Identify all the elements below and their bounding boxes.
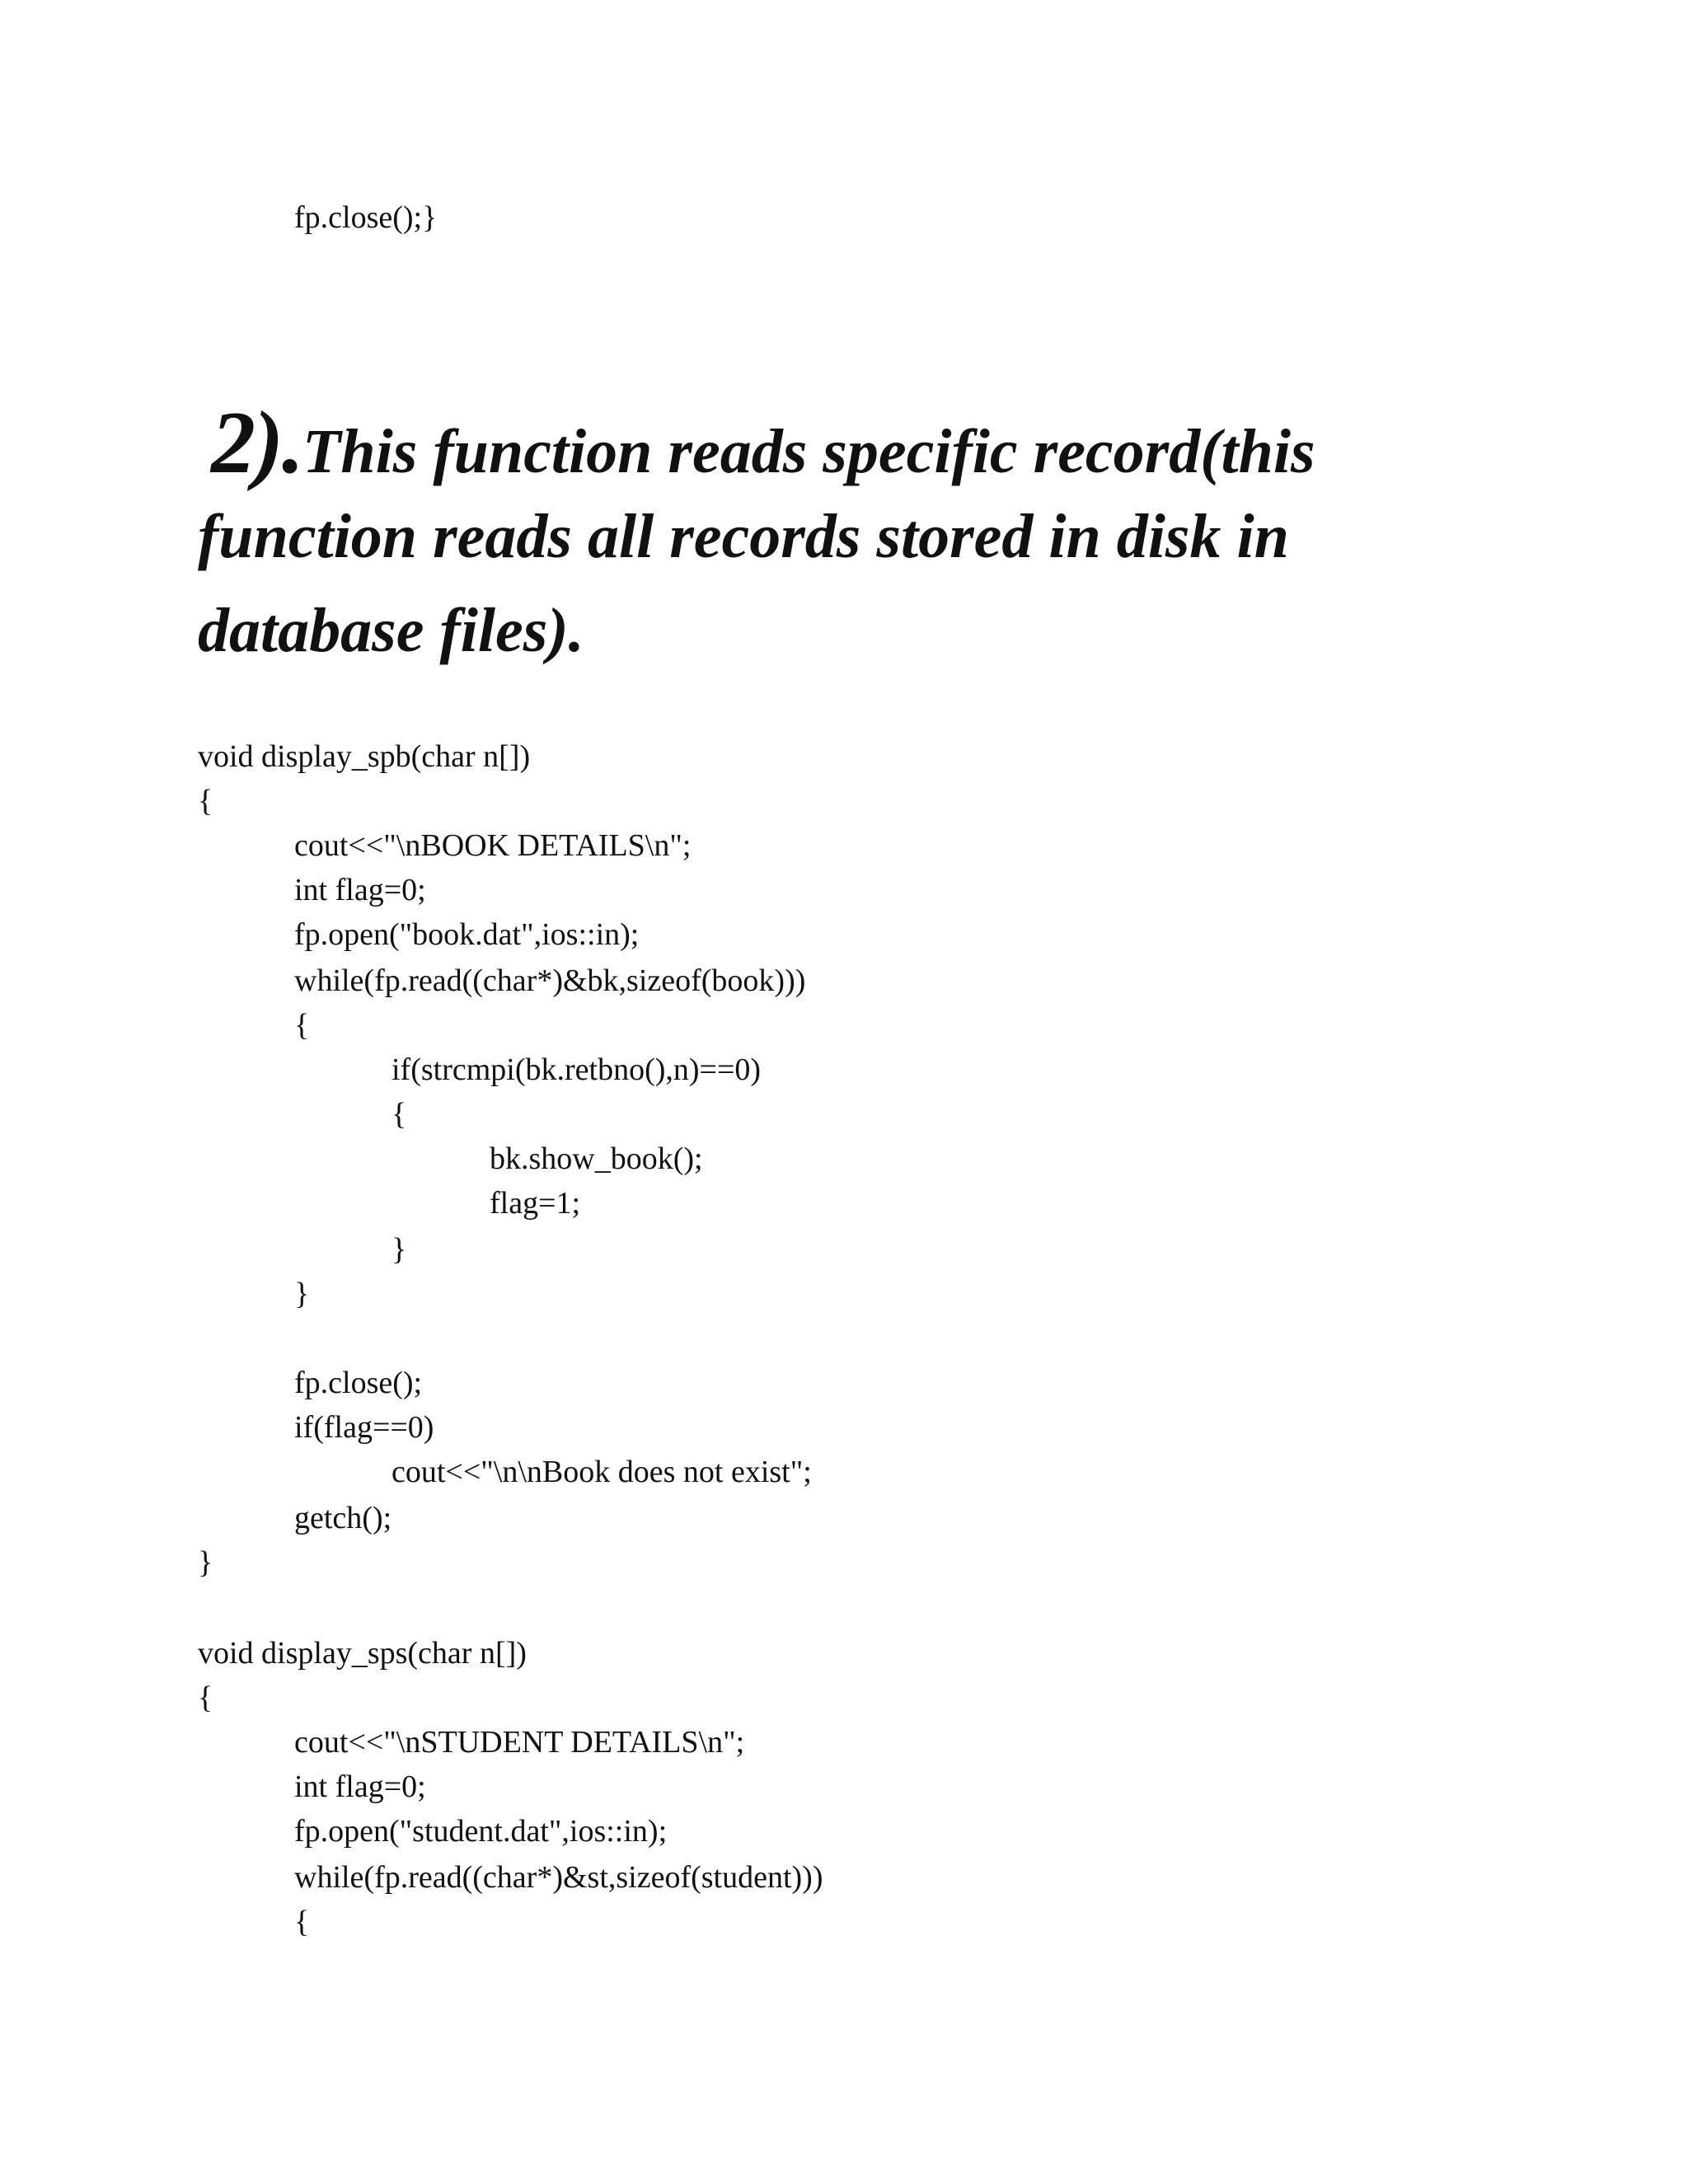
code-line: fp.open("book.dat",ios::in); [294,917,640,952]
code-line: fp.close();} [294,200,438,235]
code-line: } [294,1277,310,1311]
section-heading [198,377,1315,509]
code-line: while(fp.read((char*)&st,sizeof(student))) [294,1860,823,1895]
code-line: cout<<"\nSTUDENT DETAILS\n"; [294,1725,745,1760]
code-line: int flag=0; [294,873,426,907]
code-line: int flag=0; [294,1769,426,1804]
code-line: cout<<"\nBOOK DETAILS\n"; [294,828,692,863]
code-line: fp.open("student.dat",ios::in); [294,1814,668,1849]
code-line: bk.show_book(); [490,1141,703,1176]
heading-line-1: This function reads specific record(this [302,417,1315,486]
code-line: flag=1; [490,1186,581,1221]
code-line: } [198,1545,213,1580]
code-line: void display_spb(char n[]) [198,739,531,774]
code-line: { [392,1097,407,1132]
code-line: cout<<"\n\nBook does not exist"; [392,1455,812,1489]
code-line: while(fp.read((char*)&bk,sizeof(book))) [294,963,806,998]
code-line: if(strcmpi(bk.retbno(),n)==0) [392,1052,762,1087]
heading-line-2: function reads all records stored in disk in [198,502,1289,571]
code-line: { [294,1905,310,1939]
code-line: void display_sps(char n[]) [198,1636,527,1671]
section-number: 2). [211,394,302,492]
code-line: } [392,1232,407,1267]
code-line: if(flag==0) [294,1410,434,1445]
code-line: { [198,784,213,818]
code-line: { [198,1680,213,1715]
code-line: getch(); [294,1501,392,1535]
code-line: fp.close(); [294,1366,423,1400]
heading-line-3: database files). [198,596,584,665]
code-line: { [294,1008,310,1043]
